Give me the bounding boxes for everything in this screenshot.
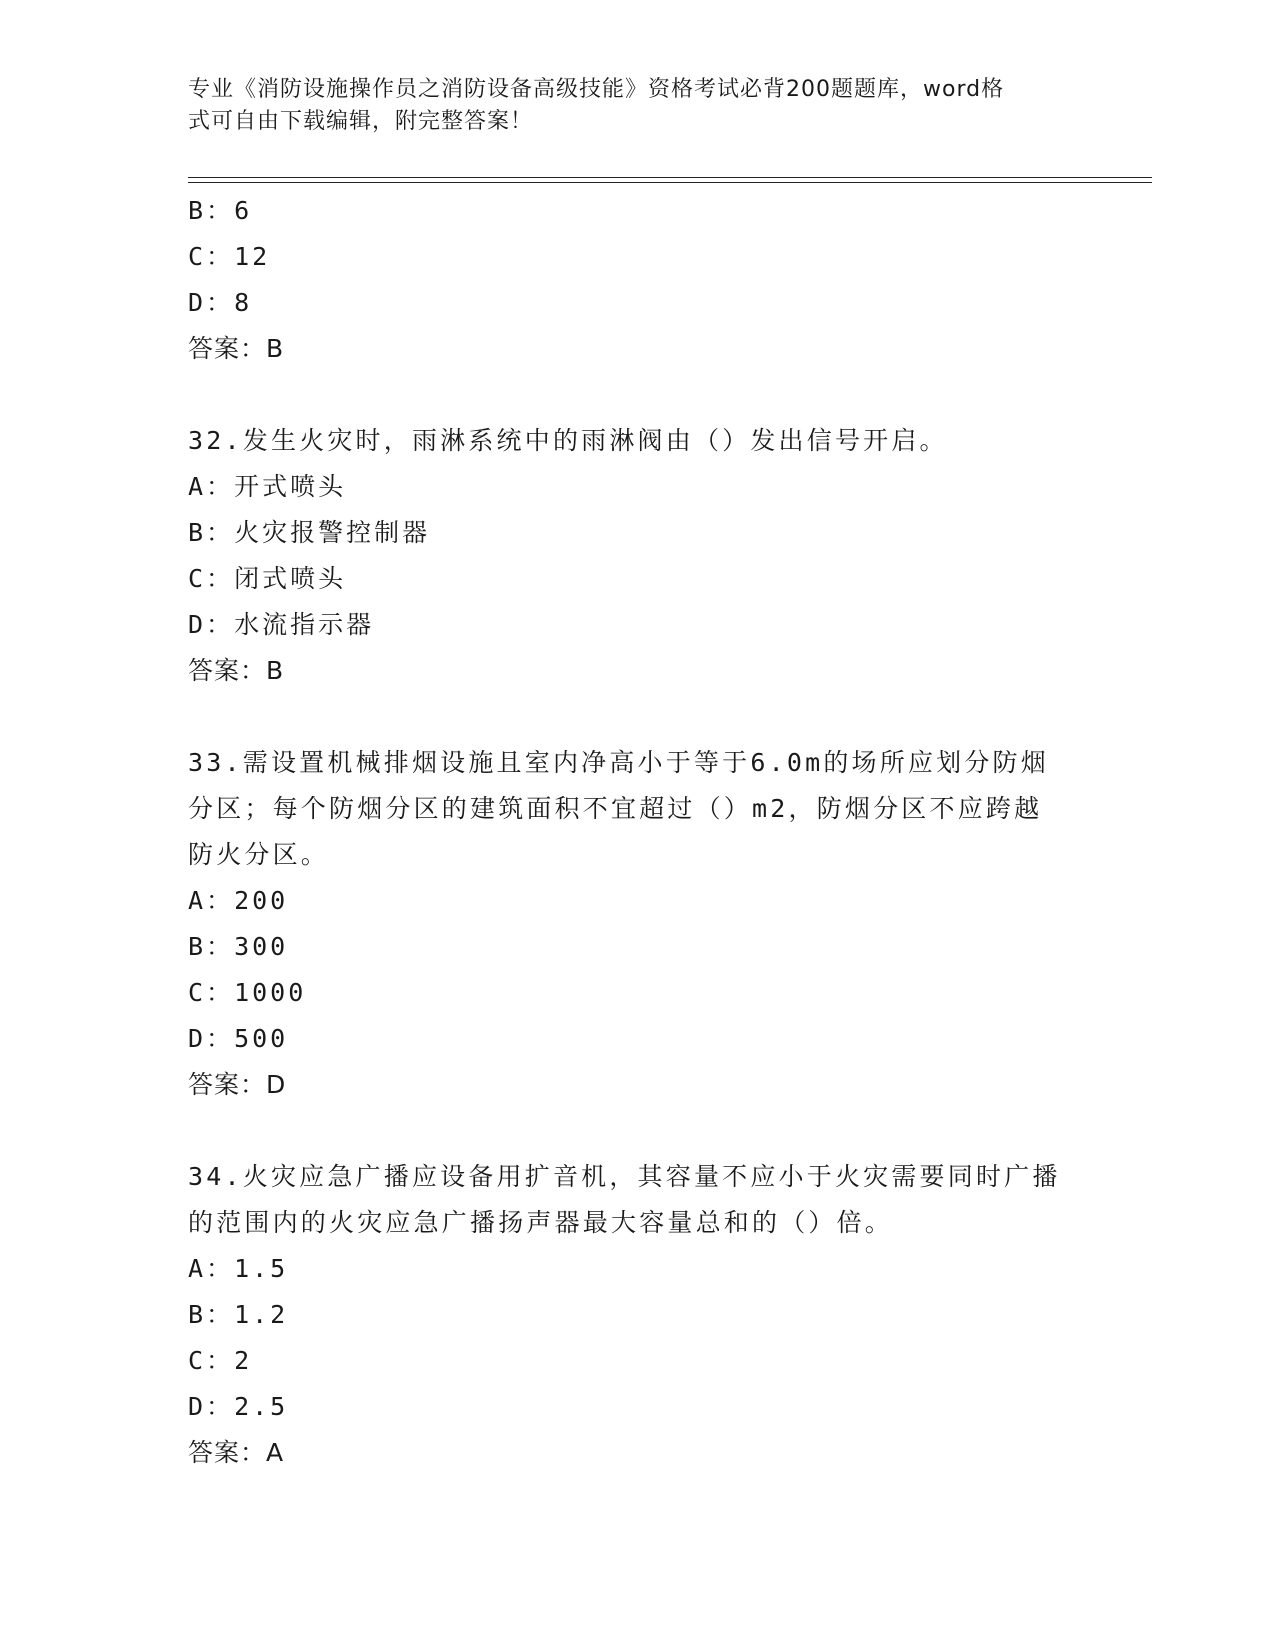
option-key: D： xyxy=(188,1392,235,1421)
option-row xyxy=(188,924,1088,970)
question-text: 34.火灾应急广播应设备用扩音机，其容量不应小于火灾需要同时广播 xyxy=(188,1162,1061,1191)
option-key: A： xyxy=(188,886,235,915)
option-row xyxy=(188,1016,1088,1062)
option-text: 开式喷头 xyxy=(234,472,347,501)
option-row xyxy=(188,556,1088,602)
option-row xyxy=(188,1338,1088,1384)
option-text: 1.5 xyxy=(234,1254,289,1283)
header-line-1: 专业《消防设施操作员之消防设备高级技能》资格考试必背200题题库，word格 xyxy=(188,77,1005,102)
spacer xyxy=(188,1108,1088,1154)
answer-line: 答案：B xyxy=(188,334,285,363)
option-text: 2 xyxy=(234,1346,253,1375)
option-row xyxy=(188,464,1088,510)
question-text: 33.需设置机械排烟设施且室内净高小于等于6.0m的场所应划分防烟 xyxy=(188,748,1049,777)
option-text: 水流指示器 xyxy=(234,610,375,639)
question-text: 防火分区。 xyxy=(188,840,330,869)
option-row xyxy=(188,1384,1088,1430)
option-row xyxy=(188,970,1088,1016)
question-32 xyxy=(188,418,1088,694)
option-key: C： xyxy=(188,564,235,593)
option-text: 12 xyxy=(234,242,271,271)
answer-line: 答案：B xyxy=(188,656,285,685)
option-text: 火灾报警控制器 xyxy=(234,518,431,547)
option-text: 300 xyxy=(234,932,289,961)
spacer xyxy=(188,694,1088,740)
option-row xyxy=(188,878,1088,924)
answer-line: 答案：A xyxy=(188,1438,285,1467)
option-row xyxy=(188,1246,1088,1292)
option-text: 闭式喷头 xyxy=(234,564,347,593)
spacer xyxy=(188,372,1088,418)
option-text: 1.2 xyxy=(234,1300,289,1329)
document-header xyxy=(188,74,1068,138)
option-row xyxy=(188,1292,1088,1338)
option-row xyxy=(188,602,1088,648)
option-key: B： xyxy=(188,196,235,225)
header-line-2: 式可自由下载编辑，附完整答案！ xyxy=(188,109,534,134)
option-text: 1000 xyxy=(234,978,307,1007)
option-key: A： xyxy=(188,472,235,501)
option-row xyxy=(188,280,1088,326)
question-text: 32.发生火灾时，雨淋系统中的雨淋阀由（）发出信号开启。 xyxy=(188,426,948,455)
question-list xyxy=(188,188,1088,1476)
option-text: 8 xyxy=(234,288,253,317)
question-text: 的范围内的火灾应急广播扬声器最大容量总和的（）倍。 xyxy=(188,1208,894,1237)
option-key: C： xyxy=(188,1346,235,1375)
option-key: B： xyxy=(188,518,235,547)
option-key: C： xyxy=(188,978,235,1007)
header-divider-bottom xyxy=(188,182,1152,183)
option-row xyxy=(188,234,1088,280)
option-text: 6 xyxy=(234,196,253,225)
question-text: 分区；每个防烟分区的建筑面积不宜超过（）m2，防烟分区不应跨越 xyxy=(188,794,1043,823)
option-row xyxy=(188,510,1088,556)
option-key: A： xyxy=(188,1254,235,1283)
option-text: 2.5 xyxy=(234,1392,289,1421)
option-key: B： xyxy=(188,1300,235,1329)
question-33 xyxy=(188,740,1088,1108)
option-key: D： xyxy=(188,1024,235,1053)
option-row xyxy=(188,188,1088,234)
option-key: B： xyxy=(188,932,235,961)
header-divider-top xyxy=(188,177,1152,178)
option-key: C： xyxy=(188,242,235,271)
question-34 xyxy=(188,1154,1088,1476)
option-text: 200 xyxy=(234,886,289,915)
answer-line: 答案：D xyxy=(188,1070,287,1099)
option-key: D： xyxy=(188,610,235,639)
option-text: 500 xyxy=(234,1024,289,1053)
option-key: D： xyxy=(188,288,235,317)
question-31-continued xyxy=(188,188,1088,372)
